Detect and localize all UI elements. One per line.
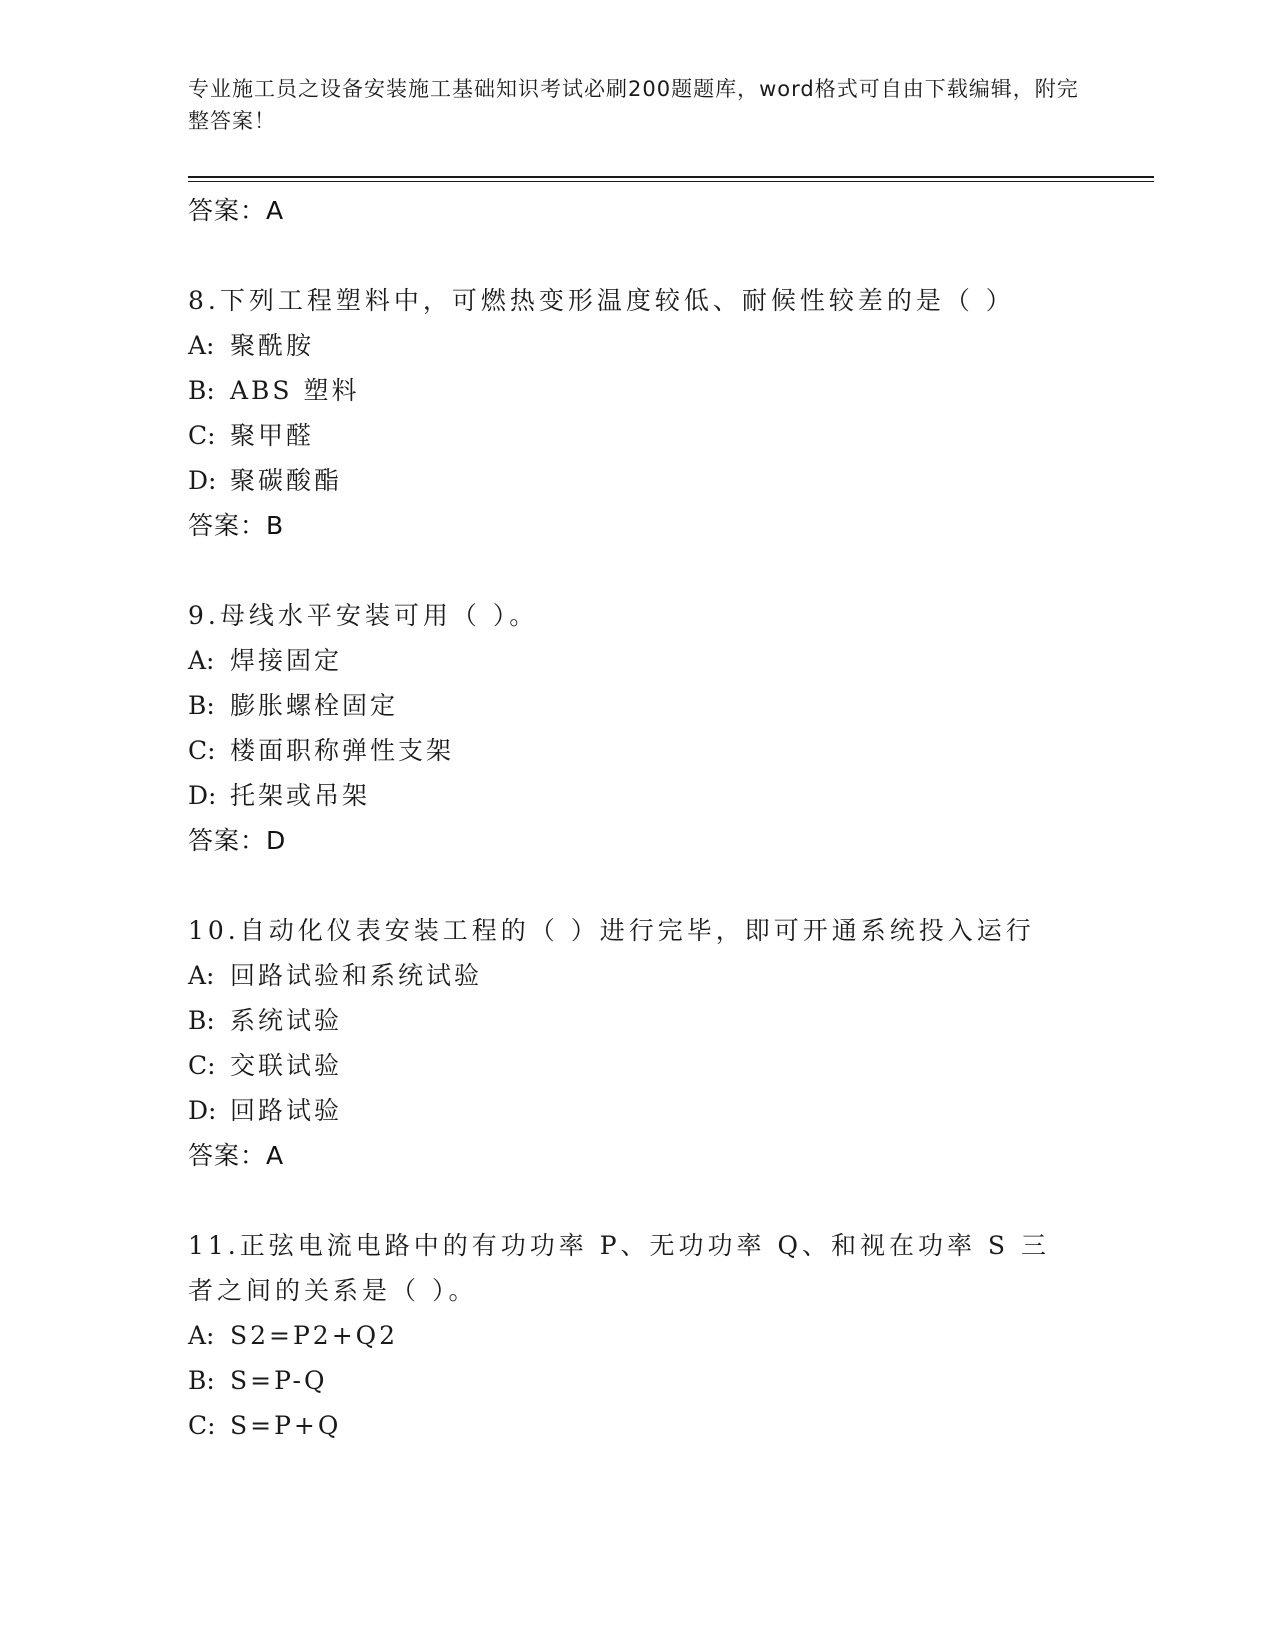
question-stem: 8.下列工程塑料中，可燃热变形温度较低、耐候性较差的是（ ） (188, 286, 1015, 315)
option-letter: A: (188, 961, 215, 990)
option-letter: D: (188, 466, 217, 495)
answer-line: 答案：D (188, 826, 287, 855)
question-block (188, 593, 1148, 863)
question-stem: 9.母线水平安装可用（ ）。 (188, 601, 539, 630)
option-a (188, 323, 1148, 368)
option-b (188, 368, 1148, 413)
option-text: S2=P2+Q2 (230, 1321, 399, 1350)
option-text: 聚甲醛 (230, 421, 315, 450)
option-letter: A: (188, 331, 215, 360)
option-letter: A: (188, 1321, 215, 1350)
answer-line: 答案：A (188, 196, 285, 225)
option-letter: A: (188, 646, 215, 675)
option-letter: B: (188, 691, 215, 720)
option-letter: C: (188, 421, 216, 450)
option-letter: B: (188, 1006, 215, 1035)
option-b (188, 683, 1148, 728)
option-b (188, 998, 1148, 1043)
header-rule-thin (188, 181, 1154, 182)
question-block (188, 278, 1148, 548)
option-text: 托架或吊架 (230, 781, 371, 810)
option-text: 回路试验和系统试验 (230, 961, 483, 990)
option-c (188, 413, 1148, 458)
option-b (188, 1358, 1148, 1403)
option-d (188, 1088, 1148, 1133)
answer-line: 答案：A (188, 1141, 285, 1170)
question-stem: 11.正弦电流电路中的有功功率 P、无功功率 Q、和视在功率 S 三者之间的关系是（ ）。 (188, 1231, 1050, 1305)
document-body (188, 188, 1148, 1448)
option-letter: C: (188, 1411, 216, 1440)
option-letter: C: (188, 736, 216, 765)
option-text: 系统试验 (230, 1006, 343, 1035)
question-block (188, 1223, 1148, 1448)
option-letter: B: (188, 1366, 215, 1395)
option-d (188, 458, 1148, 503)
option-c (188, 1043, 1148, 1088)
option-text: 焊接固定 (230, 646, 343, 675)
option-a (188, 953, 1148, 998)
option-text: 聚酰胺 (230, 331, 315, 360)
option-text: 膨胀螺栓固定 (230, 691, 399, 720)
option-text: 楼面职称弹性支架 (230, 736, 455, 765)
option-text: ABS 塑料 (230, 376, 360, 405)
question-stem: 10.自动化仪表安装工程的（ ）进行完毕，即可开通系统投入运行 (188, 916, 1035, 945)
header-rule-thick (188, 176, 1154, 178)
option-letter: C: (188, 1051, 216, 1080)
page-header: 专业施工员之设备安装施工基础知识考试必刷200题题库，word格式可自由下载编辑，附完整答案！ (188, 77, 1079, 133)
option-text: 交联试验 (230, 1051, 343, 1080)
option-c (188, 728, 1148, 773)
option-letter: D: (188, 781, 217, 810)
option-d (188, 773, 1148, 818)
option-letter: D: (188, 1096, 217, 1125)
answer-line: 答案：B (188, 511, 285, 540)
option-letter: B: (188, 376, 215, 405)
option-text: 回路试验 (230, 1096, 343, 1125)
option-a (188, 1313, 1148, 1358)
option-a (188, 638, 1148, 683)
option-text: 聚碳酸酯 (230, 466, 343, 495)
option-text: S=P-Q (230, 1366, 328, 1395)
question-block (188, 908, 1148, 1178)
option-text: S=P+Q (230, 1411, 342, 1440)
option-c (188, 1403, 1148, 1448)
